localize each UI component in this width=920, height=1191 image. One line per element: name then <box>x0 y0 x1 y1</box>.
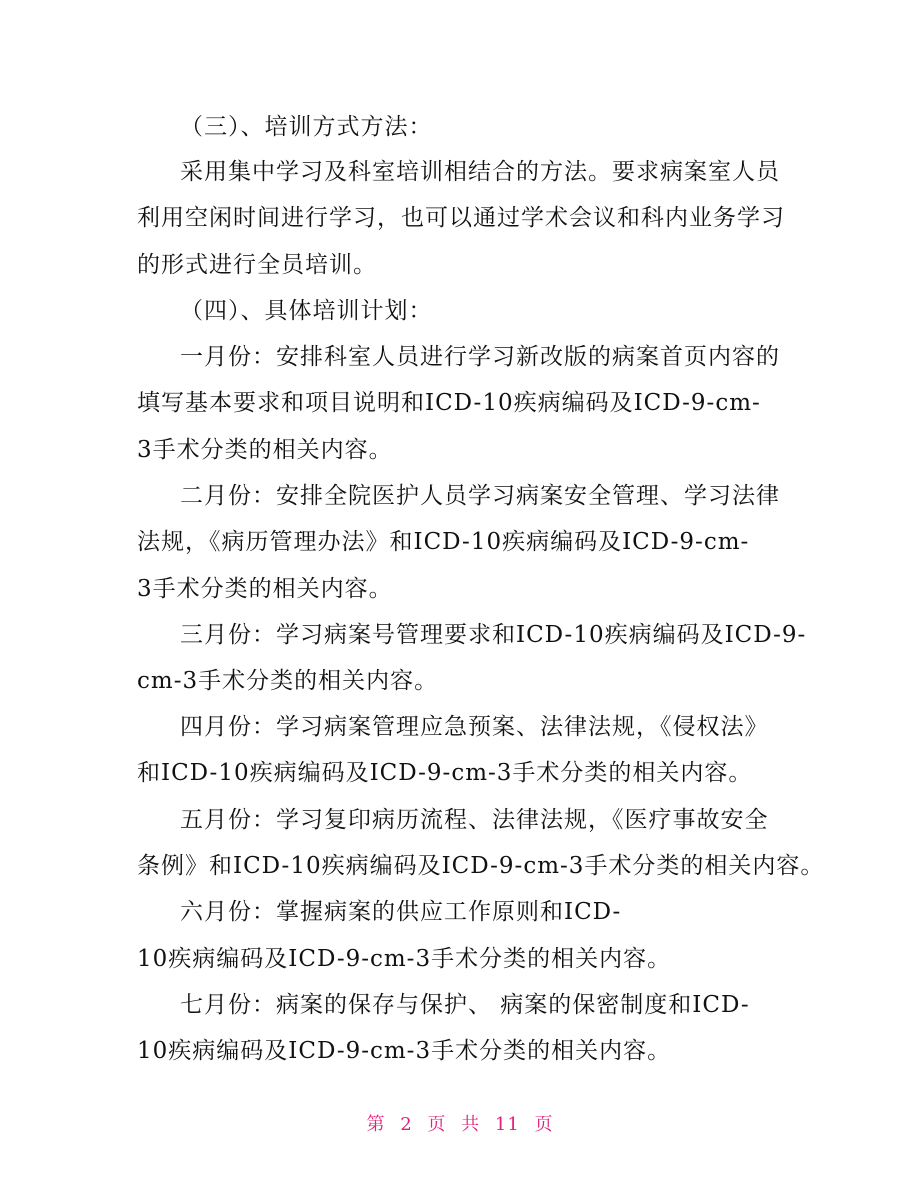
paragraph-line: 二月份：安排全院医护人员学习病案安全管理、学习法律 <box>180 483 780 509</box>
footer-label-ye: 页 <box>427 1114 447 1135</box>
section-heading-3: （三）、培训方式方法： <box>180 114 433 140</box>
paragraph-line: 条例》和ICD-10疾病编码及ICD-9-cm-3手术分类的相关内容。 <box>137 853 825 879</box>
paragraph-line: 三月份：学习病案号管理要求和ICD-10疾病编码及ICD-9- <box>180 622 807 648</box>
paragraph-line: 四月份：学习病案管理应急预案、法律法规，《侵权法》 <box>180 714 769 740</box>
paragraph-line: 填写基本要求和项目说明和ICD-10疾病编码及ICD-9-cm- <box>137 390 761 416</box>
page-footer <box>0 1113 920 1137</box>
paragraph-line: 和ICD-10疾病编码及ICD-9-cm-3手术分类的相关内容。 <box>137 760 753 786</box>
paragraph-line: 的形式进行全员培训。 <box>137 252 377 278</box>
total-pages-number: 11 <box>494 1114 520 1135</box>
paragraph-line: 法规，《病历管理办法》和ICD-10疾病编码及ICD-9-cm- <box>137 529 750 555</box>
paragraph-line: 10疾病编码及ICD-9-cm-3手术分类的相关内容。 <box>137 1038 672 1064</box>
paragraph-line: 一月份：安排科室人员进行学习新改版的病案首页内容的 <box>180 344 780 370</box>
footer-label-di: 第 <box>366 1114 386 1135</box>
current-page-number: 2 <box>400 1114 413 1135</box>
paragraph-line: 3手术分类的相关内容。 <box>137 576 393 602</box>
paragraph-line: 3手术分类的相关内容。 <box>137 437 393 463</box>
footer-label-gong: 共 <box>461 1114 481 1135</box>
paragraph-line: 10疾病编码及ICD-9-cm-3手术分类的相关内容。 <box>137 946 672 972</box>
paragraph-line: 七月份：病案的保存与保护、 病案的保密制度和ICD- <box>180 992 750 1018</box>
paragraph-line: 利用空闲时间进行学习，也可以通过学术会议和科内业务学习 <box>137 205 785 231</box>
paragraph-line: 采用集中学习及科室培训相结合的方法。要求病案室人员 <box>180 159 780 185</box>
footer-label-ye-end: 页 <box>534 1114 554 1135</box>
paragraph-line: cm-3手术分类的相关内容。 <box>137 668 439 694</box>
paragraph-line: 六月份：掌握病案的供应工作原则和ICD- <box>180 899 622 925</box>
paragraph-line: 五月份：学习复印病历流程、法律法规，《医疗事故安全 <box>180 807 769 833</box>
section-heading-4: （四）、具体培训计划： <box>180 298 433 324</box>
